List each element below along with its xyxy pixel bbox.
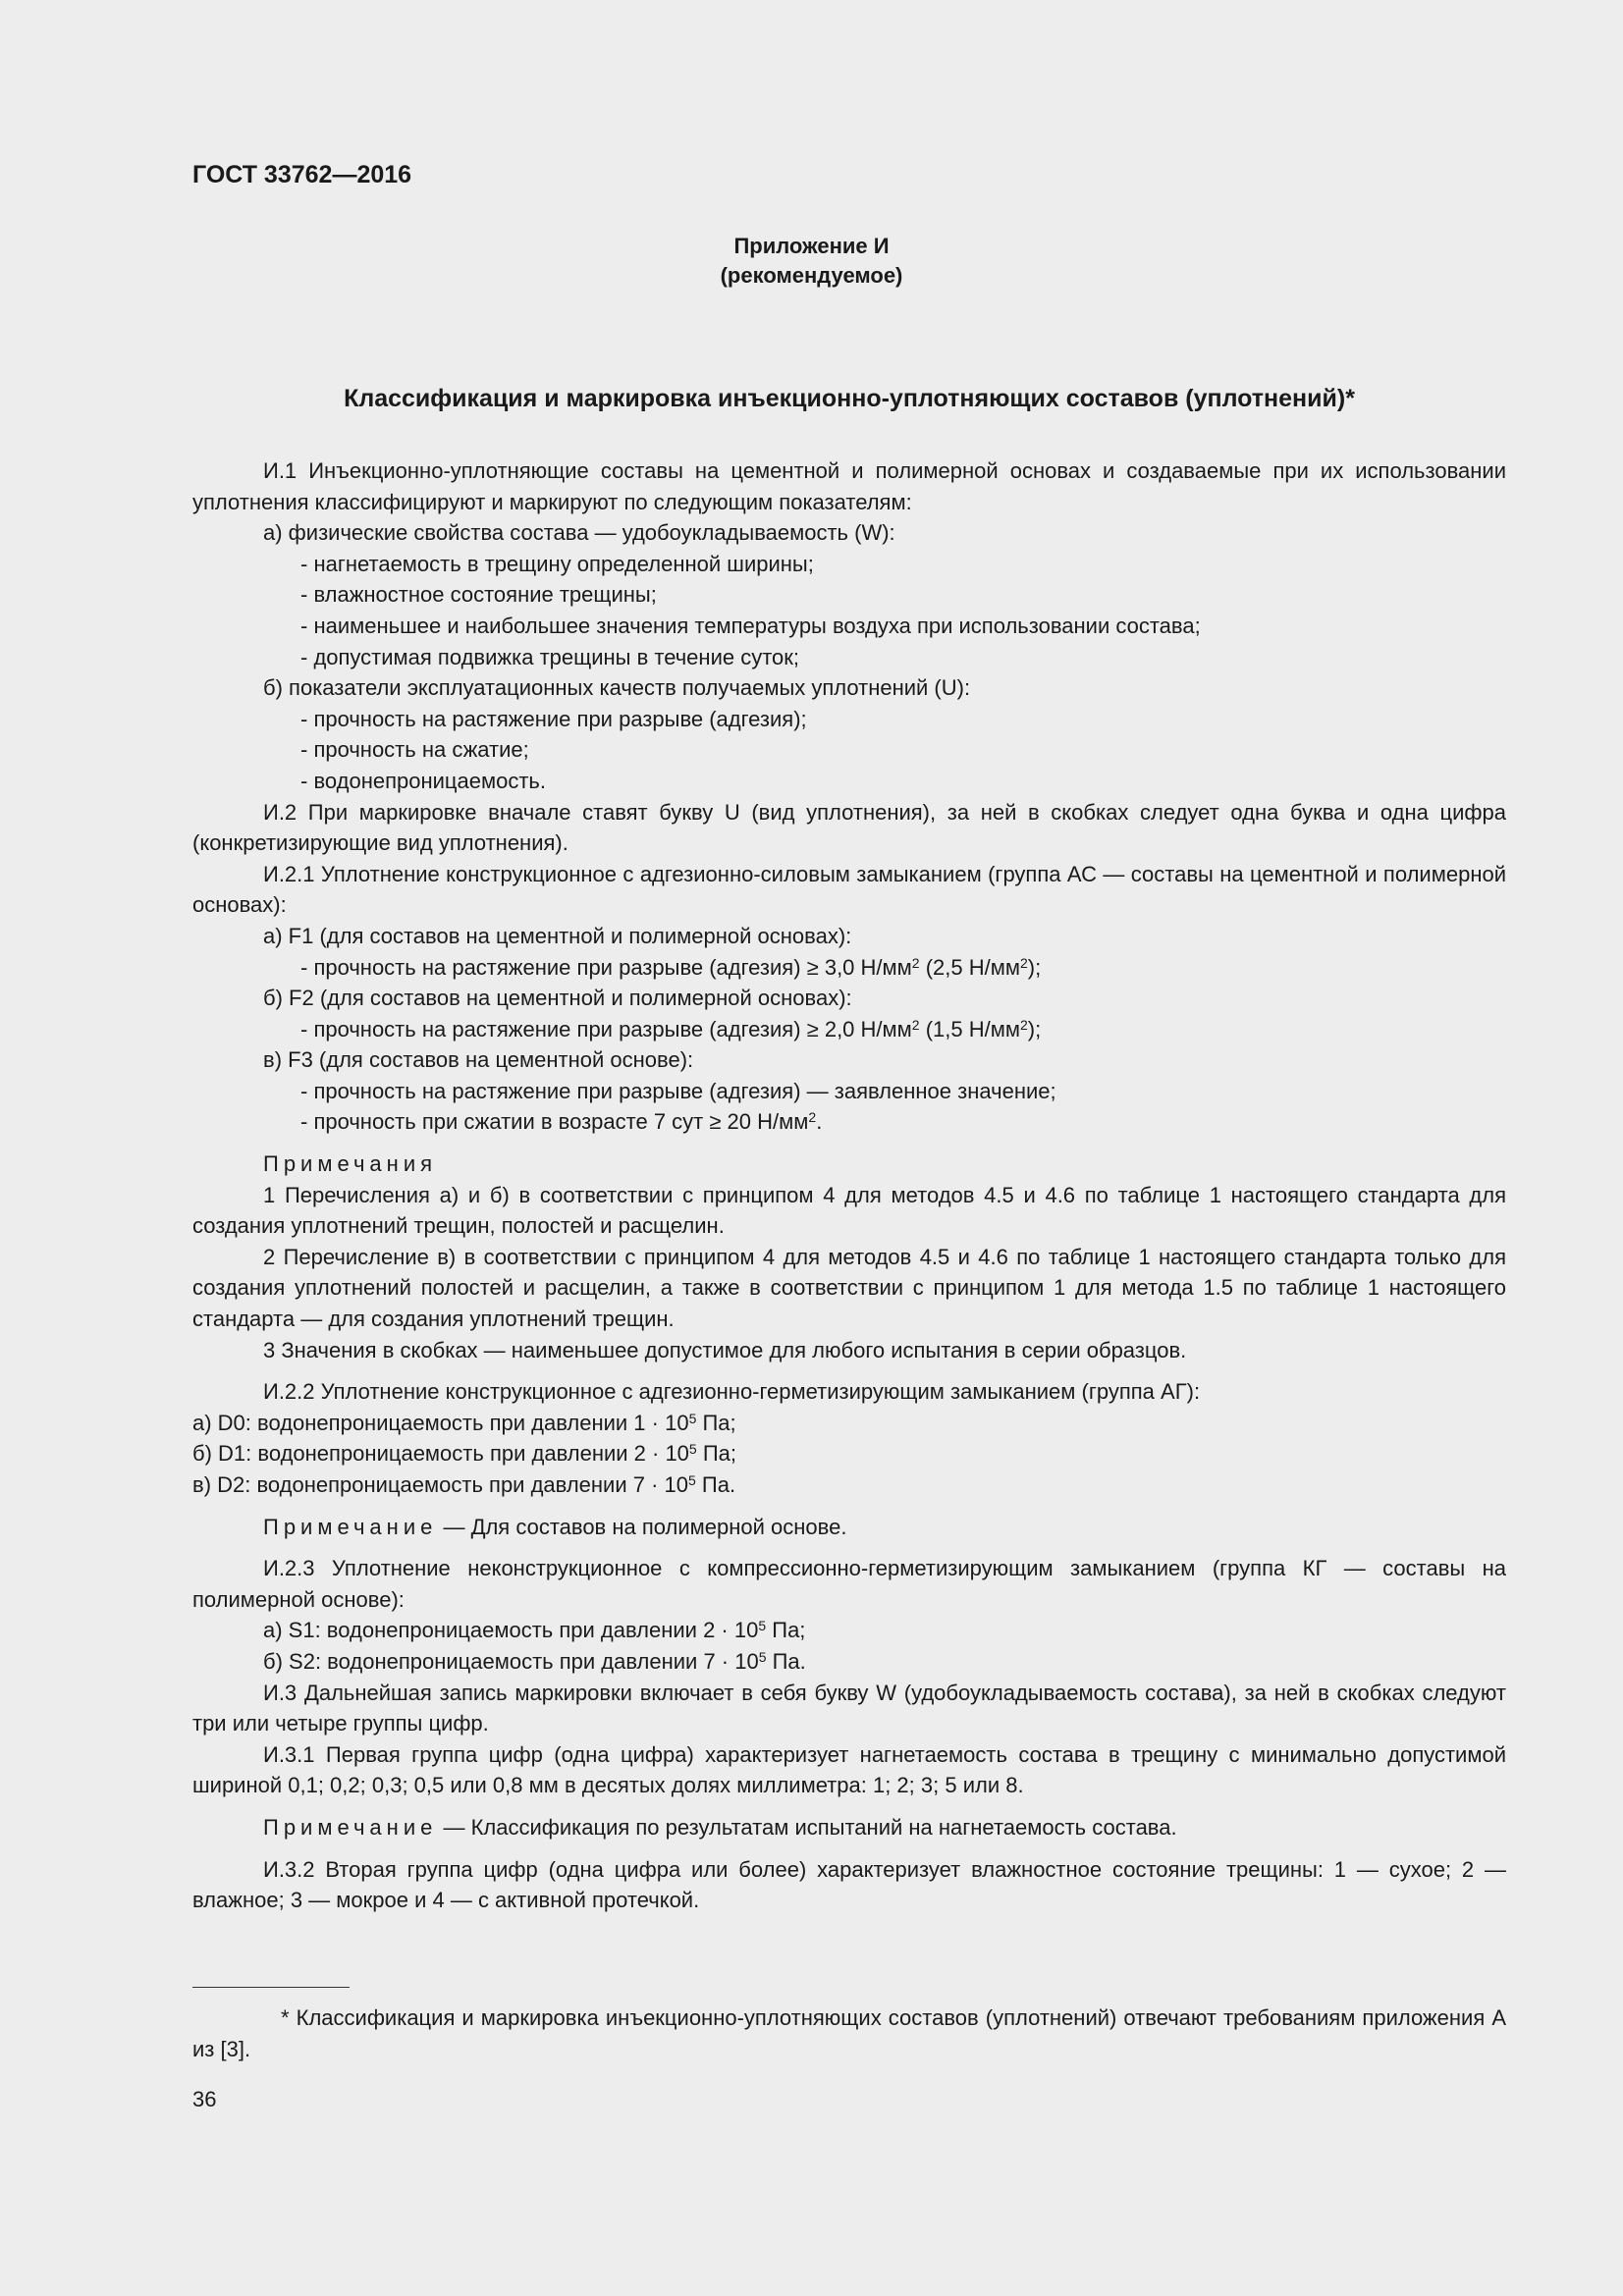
list-subitem: - водонепроницаемость. <box>300 768 546 793</box>
paragraph-2: И.2 При маркировке вначале ставят букву U (вид уплотнения), за ней в скобках следует одна буква и одна цифра (конкретизирующие вид уплотнения). <box>192 799 1506 856</box>
footnote-divider <box>192 1987 350 1988</box>
paragraph-3-2: И.3.2 Вторая группа цифр (одна цифра или более) характеризует влажностное состояние трещины: 1 — сухое; 2 — влажное; 3 — мокрое и 4 — с активной протечкой. <box>192 1856 1506 1913</box>
list-subitem: - наименьшее и наибольшее значения температуры воздуха при использовании состава; <box>300 613 1201 638</box>
paragraph-2-3: И.2.3 Уплотнение неконструкционное с компрессионно-герметизирующим замыканием (группа КГ — составы на полимерной основе): <box>192 1556 1506 1612</box>
note-injectability: Примечание — Классификация по результатам испытаний на нагнетаемость состава. <box>263 1814 1177 1840</box>
paragraph-1: И.1 Инъекционно-уплотняющие составы на цементной и полимерной основах и создаваемые при их использовании уплотнения классифицируют и маркируют по следующим показателям: <box>192 458 1506 514</box>
list-item-d2: в) D2: водонепроницаемость при давлении $7 \cdot 10^5$ Па. <box>192 1472 736 1497</box>
list-item-a: а) физические свойства состава — удобоукладываемость (W): <box>263 520 895 546</box>
document-header: ГОСТ 33762—2016 <box>192 161 412 188</box>
list-subitem: - влажностное состояние трещины; <box>300 582 657 608</box>
section-title: Классификация и маркировка инъекционно-уплотняющих составов (уплотнений)* <box>344 385 1355 412</box>
list-item-d0: а) D0: водонепроницаемость при давлении $1 \cdot 10^5$ Па; <box>192 1410 736 1435</box>
list-subitem: - прочность на растяжение при разрыве (адгезия) ≥ 2,0 $Н/мм^2$ (1,5 $Н/мм^2$); <box>300 1016 1042 1041</box>
list-item-f2: б) F2 (для составов на цементной и полимерной основах): <box>263 986 852 1011</box>
list-subitem: - прочность на растяжение при разрыве (адгезия) — заявленное значение; <box>300 1078 1056 1103</box>
footnote: * Классификация и маркировка инъекционно-уплотняющих составов (уплотнений) отвечают требованиям приложения А из [3]. <box>192 2005 1506 2061</box>
annex-title: Приложение И <box>733 234 890 258</box>
paragraph-2-2: И.2.2 Уплотнение конструкционное с адгезионно-герметизирующим замыканием (группа АГ): <box>263 1379 1201 1405</box>
note-1: 1 Перечисления а) и б) в соответствии с принципом 4 для методов 4.5 и 4.6 по таблице 1 настоящего стандарта для создания уплотнений трещин, полостей и расщелин. <box>192 1182 1506 1239</box>
list-subitem: - прочность на растяжение при разрыве (адгезия) ≥ 3,0 $Н/мм^2$ (2,5 $Н/мм^2$); <box>300 954 1042 980</box>
paragraph-2-1: И.2.1 Уплотнение конструкционное с адгезионно-силовым замыканием (группа АС — составы на цементной и полимерной основах): <box>192 861 1506 918</box>
document-body <box>192 455 1506 1916</box>
notes-title: Примечания <box>263 1151 438 1177</box>
list-subitem: - прочность при сжатии в возрасте 7 сут ≥ 20 $Н/мм^2$. <box>300 1109 823 1135</box>
list-item-s2: б) S2: водонепроницаемость при давлении $7 \cdot 10^5$ Па. <box>263 1648 806 1674</box>
note-3: 3 Значения в скобках — наименьшее допустимое для любого испытания в серии образцов. <box>263 1337 1187 1362</box>
list-subitem: - прочность на растяжение при разрыве (адгезия); <box>300 706 807 731</box>
annex-status: (рекомендуемое) <box>720 263 903 288</box>
list-subitem: - прочность на сжатие; <box>300 737 529 763</box>
list-item-s1: а) S1: водонепроницаемость при давлении $2 \cdot 10^5$ Па; <box>263 1618 806 1643</box>
list-subitem: - допустимая подвижка трещины в течение суток; <box>300 644 800 669</box>
list-item-b: б) показатели эксплуатационных качеств получаемых уплотнений (U): <box>263 675 971 701</box>
list-item-d1: б) D1: водонепроницаемость при давлении $2 \cdot 10^5$ Па; <box>192 1441 736 1467</box>
note-polymer: Примечание — Для составов на полимерной основе. <box>263 1514 847 1539</box>
list-item-f3: в) F3 (для составов на цементной основе): <box>263 1047 694 1073</box>
paragraph-3: И.3 Дальнейшая запись маркировки включает в себя букву W (удобоукладываемость состава), за ней в скобках следуют три или четыре группы цифр. <box>192 1680 1506 1736</box>
list-item-f1: а) F1 (для составов на цементной и полимерной основах): <box>263 923 852 948</box>
note-2: 2 Перечисление в) в соответствии с принципом 4 для методов 4.5 и 4.6 по таблице 1 настоящего стандарта только для создания уплотнений полостей и расщелин, а также в соответствии с принципом 1 для метода 1.5 по таблице 1 настоящего стандарта — для создания уплотнений трещин. <box>192 1244 1506 1332</box>
page-number: 36 <box>192 2087 217 2111</box>
list-subitem: - нагнетаемость в трещину определенной ширины; <box>300 551 814 576</box>
paragraph-3-1: И.3.1 Первая группа цифр (одна цифра) характеризует нагнетаемость состава в трещину с минимально допустимой шириной 0,1; 0,2; 0,3; 0,5 или 0,8 мм в десятых долях миллиметра: 1; 2; 3; 5 или 8. <box>192 1741 1506 1798</box>
